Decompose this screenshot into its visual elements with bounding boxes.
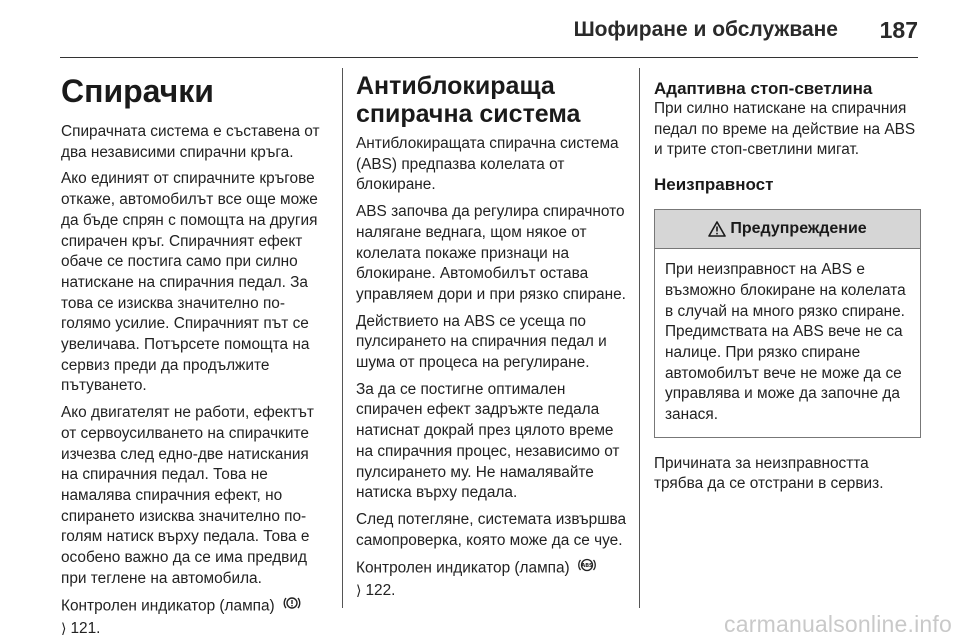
page-xref[interactable]: [356, 580, 628, 602]
svg-text:ABS: ABS: [581, 563, 593, 570]
xref-page: 121.: [70, 620, 101, 638]
paragraph: Ако единият от спирачните кръгове откаже, автомобилът все още може да бъде спрян с помощта на другия спирачен кръг. Спирачният ефект обаче се постига само при силно натискане на спирачния педал. За това се изисква значително по-голямо усилие. Спирачният път се увеличава. Потърсете помощта на сервиз преди да продължите пътуването.: [61, 170, 318, 395]
warning-text: При неизправност на ABS е възможно блокиране на колелата в случай на много рязко спиране. Предимствата на ABS вече не са налице. При рязко спиране автомобилът вече не може да се управлява и може да започне да занася.: [665, 261, 906, 424]
column-adaptive-brake-light: [654, 70, 921, 501]
section-heading-brakes: Спирачки: [61, 73, 214, 109]
abs-warning-icon: [578, 557, 596, 580]
section-heading-adaptive-brake-light: Адаптивна стоп-светлина: [654, 79, 873, 98]
paragraph: Действието на ABS се усеща по пулсирането на спирачния педал и шума от процеса на регулиране.: [356, 312, 607, 372]
xref-arrow-icon: ⟩: [61, 620, 67, 637]
indicator-text: Контролен индикатор (лампа): [356, 559, 570, 577]
indicator-reference: [61, 595, 327, 618]
column-brakes: [61, 70, 327, 640]
watermark: carmanualsonline.info: [724, 611, 952, 637]
section-heading-abs: Антиблокираща спирачна система: [356, 72, 581, 128]
warning-header: [655, 210, 920, 249]
paragraph: ABS започва да регулира спирачното налягане веднага, щом някое от колелата покаже признаци на блокиране. Автомобилът остава управляем дори и при рязко спиране.: [356, 203, 626, 303]
paragraph: След потегляне, системата извършва самопроверка, която може да се чуе.: [356, 510, 627, 549]
header-title: Шофиране и обслужване: [573, 18, 838, 41]
paragraph: Антиблокиращата спирачна система (ABS) предпазва колелата от блокиране.: [356, 135, 619, 194]
indicator-reference: [356, 557, 628, 580]
subheading-malfunction: Неизправност: [654, 175, 774, 195]
header-divider: [60, 57, 918, 58]
paragraph: Ако двигателят не работи, ефектът от сервоусилването на спирачките изчезва след едно-две натискания на спирачния педал. Това не намалява спирачния ефект, но спирането изисква значително по-голям натиск върху педала. Това е особено важно да се има предвид при теглене на автомобила.: [61, 404, 314, 587]
warning-triangle-icon: [708, 221, 726, 237]
page-xref[interactable]: [61, 618, 327, 640]
indicator-text: Контролен индикатор (лампа): [61, 597, 275, 615]
column-divider-1: [342, 68, 343, 608]
warning-box: [654, 209, 921, 438]
column-divider-2: [639, 68, 640, 608]
xref-page: 122.: [365, 582, 396, 600]
page-header: [0, 0, 960, 50]
paragraph: Причината за неизправността трябва да се отстрани в сервиз.: [654, 454, 884, 493]
page-number: 187: [879, 17, 918, 43]
paragraph: За да се постигне оптимален спирачен ефект задръжте педала натиснат докрай през цялото време на спирачния процес, независимо от пулсирането му. Не намалявайте натиска върху педала.: [356, 380, 620, 502]
xref-arrow-icon: ⟩: [356, 582, 362, 599]
paragraph: Спирачната система е съставена от два независими спирачни кръга.: [61, 123, 320, 161]
brake-warning-icon: [283, 595, 301, 618]
warning-title: Предупреждение: [730, 219, 867, 237]
paragraph: При силно натискане на спирачния педал по време на действие на ABS и трите стоп-светлини мигат.: [654, 100, 916, 159]
column-abs: [356, 70, 628, 602]
